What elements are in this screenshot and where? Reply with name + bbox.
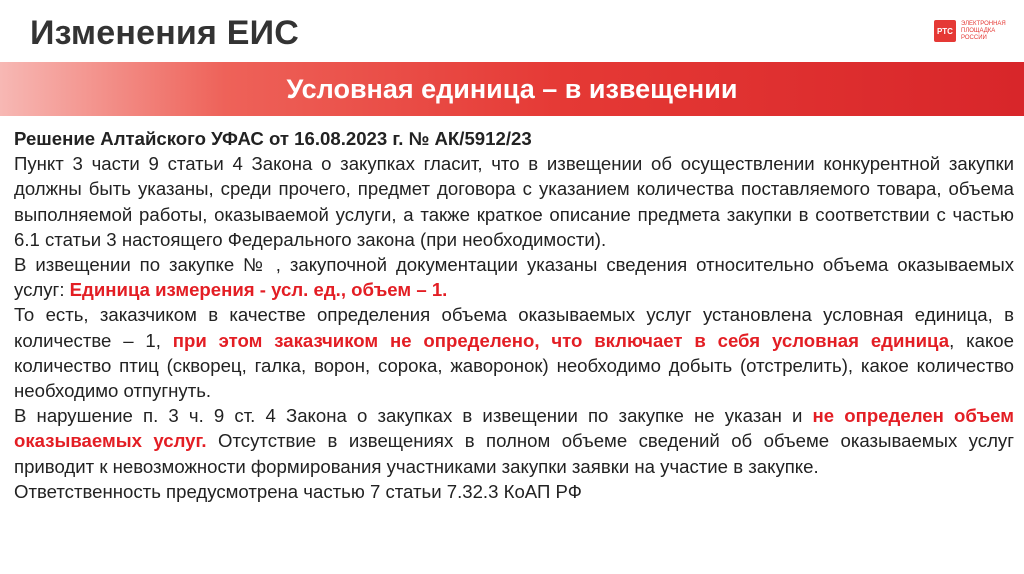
paragraph-notice-info [14, 252, 1014, 302]
section-banner [0, 62, 1024, 116]
banner-title: Условная единица – в извещении [286, 73, 738, 104]
paragraph-violation [14, 403, 1014, 479]
violation-text-1: В нарушение п. 3 ч. 9 ст. 4 Закона о закупках в извещении по закупке не указан и [14, 405, 813, 427]
paragraph-law-quote: Пункт 3 части 9 статьи 4 Закона о закупках гласит, что в извещении об осуществлении конкурентной закупки должны быть указаны, среди прочего, предмет договора с указанием количества поставляемого товара, объема выполняемой работы, оказываемой услуги, а также краткое описание предмета закупки в соответствии с частью 6.1 статьи 3 настоящего Федерального закона (при необходимости). [14, 153, 1014, 250]
violation-highlight: не определен объем оказываемых услуг. [14, 405, 1014, 452]
paragraph-notice-text: В извещении по закупке № , закупочной документации указаны сведения относительно объема оказываемых услуг: [14, 254, 1014, 301]
logo-mark: РТС [934, 20, 956, 42]
slide-content [14, 126, 1014, 504]
paragraph-conditional-unit [14, 302, 1014, 403]
conditional-unit-highlight: при этом заказчиком не определено, что включает в себя условная единица [172, 329, 950, 351]
page-title: Изменения ЕИС [30, 14, 299, 52]
paragraph-liability: Ответственность предусмотрена частью 7 статьи 7.32.3 КоАП РФ [14, 480, 582, 502]
conditional-unit-text-1: То есть, заказчиком в качестве определения объема оказываемых услуг установлена условная единица, в количестве – 1, [14, 304, 1014, 351]
rts-logo [934, 20, 1007, 42]
violation-text-2: Отсутствие в извещениях в полном объеме сведений об объеме оказываемых услуг приводит к невозможности формирования участниками закупки заявки на участие в закупке. [14, 430, 1014, 477]
decision-heading: Решение Алтайского УФАС от 16.08.2023 г. № АК/5912/23 [14, 128, 532, 149]
logo-text: ЭЛЕКТРОННАЯ ПЛОЩАДКА РОССИИ [961, 20, 1006, 41]
unit-highlight: Единица измерения - усл. ед., объем – 1. [69, 279, 448, 301]
conditional-unit-text-2: , какое количество птиц (скворец, галка, ворон, сорока, жаворонок) необходимо добыть (отстрелить), какое количество необходимо отпугнуть. [14, 329, 1014, 402]
